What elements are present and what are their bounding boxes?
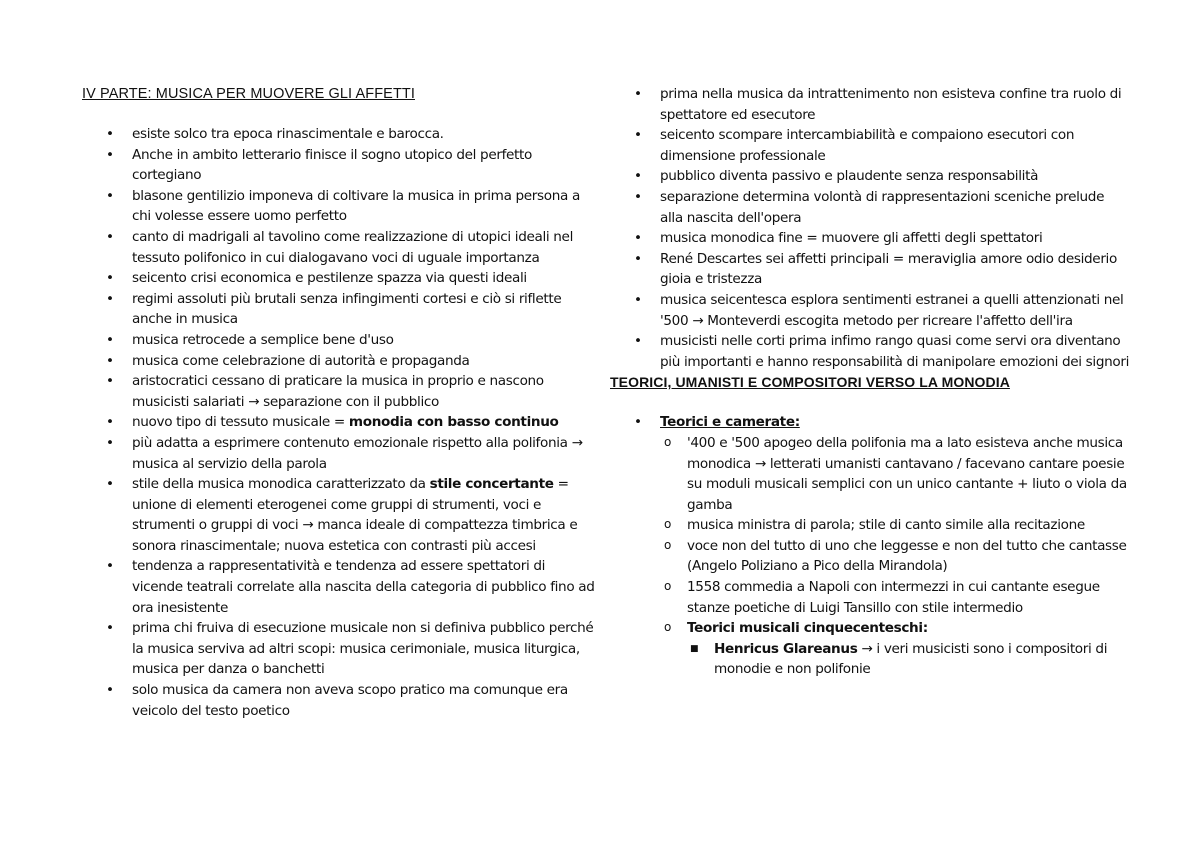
left-bullet-list [82, 124, 597, 721]
list-item-teorici-camerate [610, 412, 1130, 433]
list-item: • musica come celebrazione di autorità e propaganda [82, 351, 597, 372]
list-item: • prima chi fruiva di esecuzione musicale non si definiva pubblico perché la musica serviva ad altri scopi: musica cerimoniale, musica liturgica, musica per danza o banchetti [82, 618, 597, 680]
cinquecenteschi-label: Teorici musicali cinquecenteschi: [687, 620, 928, 637]
right-bullet-list [610, 84, 1130, 372]
list-item: • musica retrocede a semplice bene d'uso [82, 330, 597, 351]
list-item: • pubblico diventa passivo e plaudente senza responsabilità [610, 166, 1130, 187]
sub-list-item [610, 618, 1130, 639]
text-run: → i veri musicisti sono i compositori di monodie e non polifonie [714, 640, 1108, 678]
list-item: • esiste solco tra epoca rinascimentale e barocca. [82, 124, 597, 145]
teorici-sublist [610, 433, 1130, 639]
list-item: • musica seicentesca esplora sentimenti estranei a quelli attenzionati nel '500 → Monteverdi escogita metodo per ricreare l'affetto dell'ira [610, 290, 1130, 331]
list-item: • Anche in ambito letterario finisce il sogno utopico del perfetto cortegiano [82, 145, 597, 186]
text-run: stile della musica monodica caratterizzato da [132, 476, 430, 493]
sub-list-item: o '400 e '500 apogeo della polifonia ma a lato esisteva anche musica monodica → letterati umanisti cantavano / facevano cantare poesie su moduli musicali semplici con un unico cantante + liuto o viola da gamba [610, 433, 1130, 515]
list-item: • musica monodica fine = muovere gli affetti degli spettatori [610, 228, 1130, 249]
text-run: nuovo tipo di tessuto musicale = [132, 414, 349, 431]
list-item [82, 474, 597, 556]
list-item: • più adatta a esprimere contenuto emozionale rispetto alla polifonia → musica al servizio della parola [82, 433, 597, 474]
bold-term-monodia: monodia con basso continuo [348, 414, 559, 431]
text-run: = unione di elementi eterogenei come gruppi di strumenti, voci e strumenti o gruppi di voci → manca ideale di compattezza timbrica e sonora rinascimentale; nuova estetica con contrasti più accesi [132, 476, 578, 554]
list-item: • blasone gentilizio imponeva di coltivare la musica in prima persona a chi volesse essere uomo perfetto [82, 186, 597, 227]
teorici-label: Teorici e camerate: [660, 414, 800, 431]
sub-sub-list-item [610, 639, 1130, 680]
list-item: • René Descartes sei affetti principali = meraviglia amore odio desiderio gioia e tristezza [610, 249, 1130, 290]
cinquecenteschi-sublist [610, 639, 1130, 680]
list-item: • tendenza a rappresentatività e tendenza ad essere spettatori di vicende teatrali correlate alla nascita della categoria di pubblico fino ad ora inesistente [82, 556, 597, 618]
section-title-iv-parte: IV PARTE: MUSICA PER MUOVERE GLI AFFETTI [82, 86, 415, 102]
list-item: • regimi assoluti più brutali senza infingimenti cortesi e ciò si riflette anche in musica [82, 289, 597, 330]
right-column [610, 84, 1130, 680]
list-item: • seicento scompare intercambiabilità e compaiono esecutori con dimensione professionale [610, 125, 1130, 166]
list-item: • solo musica da camera non aveva scopo pratico ma comunque era veicolo del testo poetico [82, 680, 597, 721]
bold-term-glareanus: Henricus Glareanus [714, 640, 858, 657]
teorici-list [610, 412, 1130, 433]
sub-list-item: o musica ministra di parola; stile di canto simile alla recitazione [610, 515, 1130, 536]
list-item: • musicisti nelle corti prima infimo rango quasi come servi ora diventano più importanti e hanno responsabilità di manipolare emozioni dei signori [610, 331, 1130, 372]
list-item: • separazione determina volontà di rappresentazioni sceniche prelude alla nascita dell'opera [610, 187, 1130, 228]
bold-term-stile-concertante: stile concertante [429, 476, 554, 493]
sub-list-item: o voce non del tutto di uno che leggesse e non del tutto che cantasse (Angelo Poliziano a Pico della Mirandola) [610, 536, 1130, 577]
section-title-teorici: TEORICI, UMANISTI E COMPOSITORI VERSO LA MONODIA [610, 374, 1010, 391]
list-item: • prima nella musica da intrattenimento non esisteva confine tra ruolo di spettatore ed esecutore [610, 84, 1130, 125]
left-column [82, 84, 597, 721]
list-item: • canto di madrigali al tavolino come realizzazione di utopici ideali nel tessuto polifonico in cui dialogavano voci di uguale importanza [82, 227, 597, 268]
spacer [82, 104, 597, 124]
list-item: • seicento crisi economica e pestilenze spazza via questi ideali [82, 268, 597, 289]
spacer [610, 392, 1130, 412]
list-item: • aristocratici cessano di praticare la musica in proprio e nascono musicisti salariati → separazione con il pubblico [82, 371, 597, 412]
sub-list-item: o 1558 commedia a Napoli con intermezzi in cui cantante esegue stanze poetiche di Luigi Tansillo con stile intermedio [610, 577, 1130, 618]
list-item [82, 412, 597, 433]
